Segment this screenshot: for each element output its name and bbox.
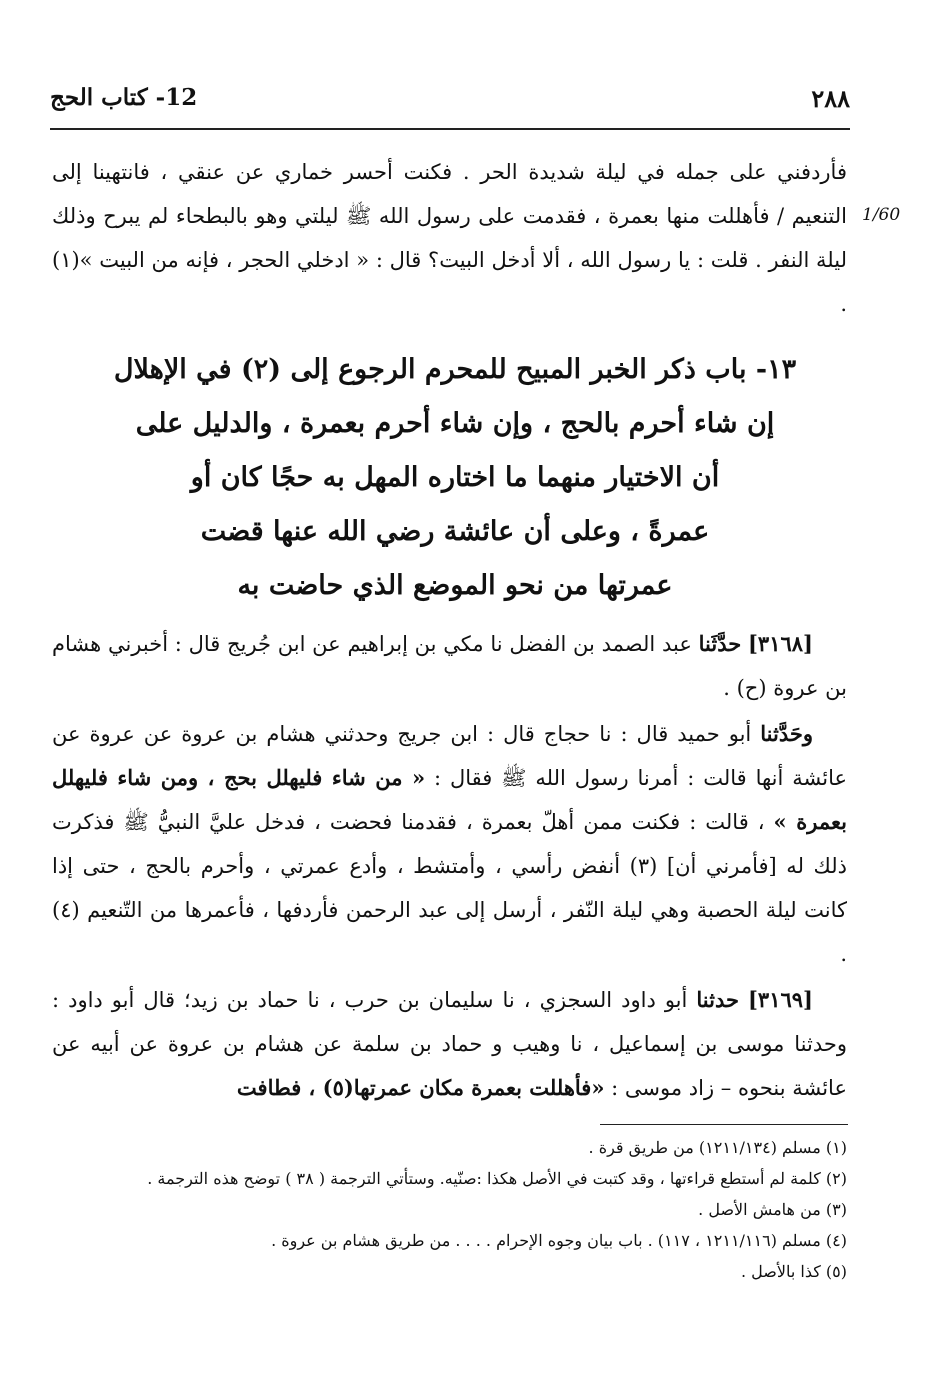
hadith-quote: « من شاء فليهلل بحج ، ومن شاء فليهلل بعمرة » — [52, 765, 847, 834]
hadith-text: أبو داود السجزي ، نا سليمان بن حرب ، نا حماد بن زيد؛ قال أبو داود : وحدثنا موسى بن إسماعيل ، نا وهيب و حماد بن سلمة عن هشام بن عروة عن أبيه عن عائشة بنحوه – زاد موسى : — [52, 988, 847, 1100]
hadith-3168 — [52, 622, 847, 710]
heading-line-2: إن شاء أحرم بالحج ، وإن شاء أحرم بعمرة ، والدليل على — [135, 408, 775, 439]
chapter-title: 12- كتاب الحج — [50, 84, 198, 111]
chapter-heading — [60, 343, 850, 613]
hadith-3169 — [52, 978, 847, 1110]
footnote-rule — [600, 1124, 848, 1125]
hadith-number: [٣١٦٨] — [747, 631, 813, 656]
margin-reference: 1/60 — [862, 205, 901, 225]
hadith-lead: حدثنا — [696, 987, 739, 1012]
page-number: ٢٨٨ — [811, 84, 850, 113]
hadith-3168-chain-2 — [52, 712, 847, 976]
hadith-text: أبو حميد قال : نا حجاج قال : ابن جريج وحدثني هشام بن عروة عن عروة عن عائشة أنها قالت : أمرنا رسول الله ﷺ فقال : — [52, 722, 847, 790]
hadith-lead: وحَدَّثنا — [760, 721, 813, 746]
paragraph-continuation: فأردفني على جمله في ليلة شديدة الحر . فكنت أحسر خماري عن عنقي ، فانتهينا إلى التنعيم / فأهللت منها بعمرة ، فقدمت على رسول الله ﷺ ليلتي وهو بالبطحاء لم يبرح وذلك ليلة النفر . قلت : يا رسول الله ، ألا أدخل البيت؟ قال : « ادخلي الحجر ، فإنه من البيت »(١) . — [52, 160, 847, 316]
heading-line-5: عمرتها من نحو الموضع الذي حاضت به — [237, 570, 673, 601]
footnote-3: (٣) من هامش الأصل . — [698, 1200, 847, 1219]
footnotes — [52, 1132, 847, 1287]
footnote-1: (١) مسلم (١٢١١/١٣٤) من طريق قرة . — [588, 1138, 847, 1157]
page-header — [50, 78, 850, 122]
heading-line-4: عمرةً ، وعلى أن عائشة رضي الله عنها قضت — [200, 516, 710, 547]
header-rule — [50, 128, 850, 130]
hadith-number: [٣١٦٩] — [747, 987, 813, 1012]
heading-line-3: أن الاختيار منهما ما اختاره المهل به حجًا كان أو — [190, 462, 720, 493]
hadith-lead: حدَّثَنا — [698, 631, 742, 656]
hadith-text: عبد الصمد بن الفضل نا مكي بن إبراهيم عن ابن جُريج قال : أخبرني هشام بن عروة (ح) . — [52, 632, 847, 700]
hadith-text-continued: ، قالت : فكنت ممن أهلّ بعمرة ، فقدمنا فحضت ، فدخل عليَّ النبيُّ ﷺ فذكرت ذلك له [فأمرني أن] (٣) أنفض رأسي ، وأمتشط ، وأدع عمرتي ، وأحرم بالحج ، حتى إذا كانت ليلة الحصبة وهي ليلة النّفر ، أرسل إلى عبد الرحمن فأردفها ، فأعمرها من التّنعيم (٤) . — [52, 810, 848, 966]
footnote-5: (٥) كذا بالأصل . — [740, 1262, 847, 1281]
footnote-4: (٤) مسلم (١٢١١/١١٦ ، ١١٧) . باب بيان وجوه الإحرام . . . . من طريق هشام بن عروة . — [271, 1231, 847, 1250]
heading-line-1: ١٣- باب ذكر الخبر المبيح للمحرم الرجوع إلى (٢) في الإهلال — [113, 354, 797, 385]
hadith-quote: «فأهللت بعمرة مكان عمرتها(٥) ، فطافت — [236, 1075, 605, 1100]
footnote-2: (٢) كلمة لم أستطع قراءتها ، وقد كتبت في الأصل هكذا :صنّيه. وستأتي الترجمة ( ٣٨ ) توضح هذه الترجمة . — [147, 1169, 847, 1188]
